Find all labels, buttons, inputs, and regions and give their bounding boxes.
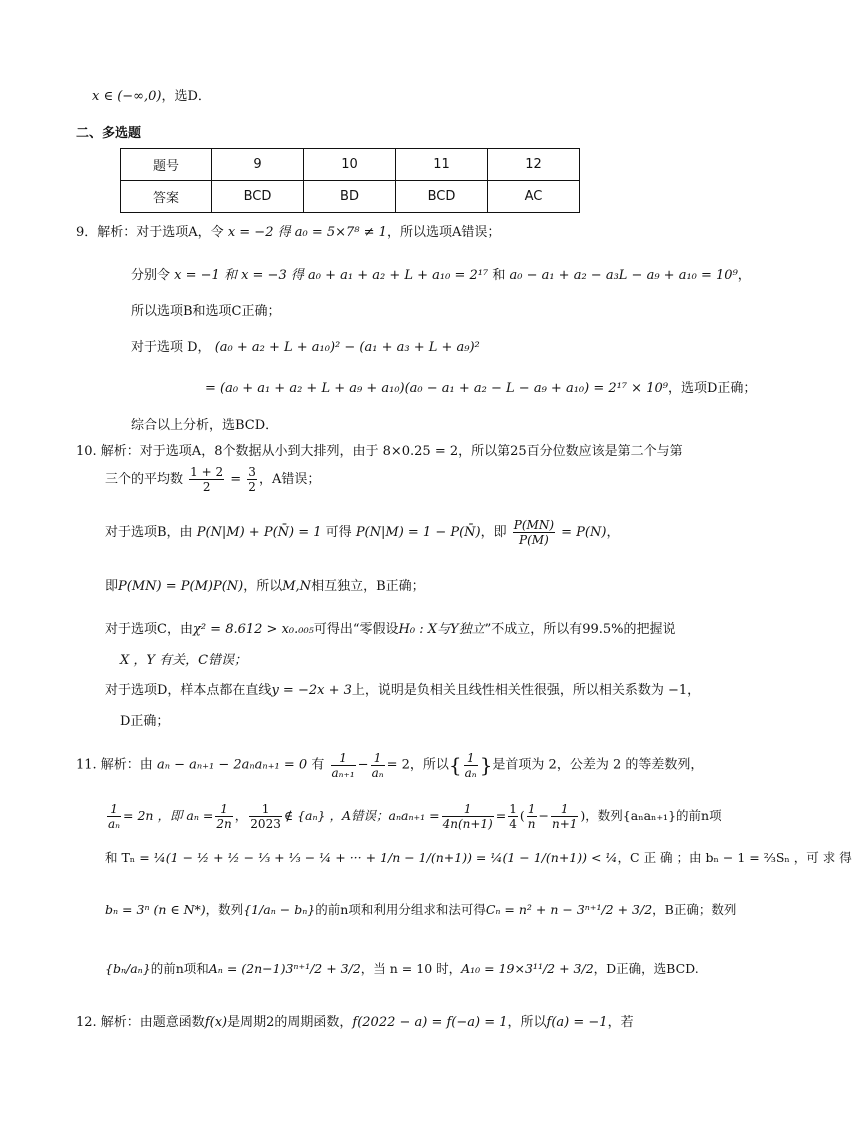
text: 是周期2的周期函数， [227, 1015, 353, 1030]
math: x = −1 和 x = −3 得 a₀ + a₁ + a₂ + L + a₁₀ = 2¹⁷ [174, 268, 489, 283]
q11-line-5 [105, 959, 699, 979]
text: 和 [492, 268, 506, 283]
text: 对于选项D，样本点都在直线 [105, 683, 272, 698]
denominator: 2023 [250, 817, 281, 831]
table-row [121, 149, 580, 181]
denominator: aₙ [371, 765, 384, 780]
table-cell: AC [488, 181, 580, 213]
fraction [527, 802, 537, 831]
denominator: n [527, 817, 536, 831]
table-cell: 10 [304, 149, 396, 181]
q11-line-2 [105, 798, 722, 834]
text: ，所以选项A错误； [386, 225, 501, 240]
math: {1/aₙ − bₙ} [243, 902, 316, 917]
text: ，D正确，选BCD. [593, 961, 699, 976]
math: Aₙ = (2n−1)3ⁿ⁺¹/2 + 3/2 [208, 961, 361, 976]
text: ，所以 [507, 1015, 547, 1030]
math: f(x) [204, 1015, 228, 1030]
q12-line-1 [76, 1013, 634, 1033]
math: P(MN) = P(M)P(N) [118, 579, 244, 594]
table-cell: 12 [488, 149, 580, 181]
math: (a₀ + a₂ + L + a₁₀)² − (a₁ + a₃ + L + a₉)² [214, 340, 480, 355]
text: − [538, 808, 549, 823]
text: 的前n项和 [150, 961, 209, 976]
math: a₀ − a₁ + a₂ − a₃L − a₉ + a₁₀ = 10⁹ [509, 268, 738, 283]
text: 对于选项 D， [131, 340, 211, 355]
brace-left: { [448, 753, 462, 777]
brace-right: } [479, 753, 493, 777]
text: 三个的平均数 [105, 472, 184, 487]
text: ，即 [480, 525, 507, 540]
numerator: 1 [551, 802, 578, 817]
answer-table [120, 148, 580, 213]
denominator: n+1 [551, 817, 578, 831]
top-line-text: ，选D． [161, 89, 211, 104]
fraction [464, 751, 478, 780]
math: P(N|M) = 1 − P(N̄) [355, 525, 481, 540]
math: aₙ − aₙ₊₁ − 2aₙaₙ₊₁ = 0 [156, 757, 308, 773]
fraction [331, 751, 356, 780]
numerator: 1 [107, 802, 121, 817]
table-row [121, 181, 580, 213]
fraction [508, 802, 518, 831]
math: = (a₀ + a₁ + a₂ + L + a₉ + a₁₀)(a₀ − a₁ + a₂ − L − a₉ + a₁₀) = 2¹⁷ × 10⁹ [205, 381, 668, 396]
math: A₁₀ = 19×3¹¹/2 + 3/2 [461, 961, 594, 976]
numerator: 1 + 2 [190, 465, 224, 479]
text: − [357, 757, 369, 773]
text: ，数列 [205, 902, 244, 917]
denominator: aₙ [108, 817, 121, 831]
q9-line-2 [131, 266, 751, 286]
math: y = −2x + 3 [271, 683, 352, 698]
denominator: P(M) [519, 533, 549, 547]
math: Cₙ = n² + n − 3ⁿ⁺¹/2 + 3/2 [485, 902, 653, 917]
numerator: 1 [331, 751, 356, 766]
fraction [247, 465, 257, 494]
text: = [495, 808, 507, 823]
math: f(a) = −1 [546, 1015, 608, 1030]
text: 11. 解析：由 [76, 757, 153, 773]
math: M,N [282, 579, 312, 594]
text: 有 [311, 757, 325, 773]
math: {bₙ/aₙ} [105, 961, 151, 976]
denominator: 4 [509, 817, 517, 831]
text: ，所以 [243, 579, 283, 594]
math: = P(N) [561, 525, 607, 540]
q9-line-1 [76, 223, 500, 243]
numerator: P(MN) [513, 518, 555, 532]
text: ( [519, 808, 525, 823]
math: bₙ = 3ⁿ (n ∈ N*) [105, 902, 206, 917]
numerator: 1 [371, 751, 385, 766]
text: = 2 [386, 757, 410, 773]
text: 即 [105, 579, 119, 594]
q10-line-7 [105, 681, 700, 701]
numerator: 1 [215, 802, 232, 817]
q11-line-1 [76, 748, 703, 783]
text: ，当 n = 10 时， [360, 961, 462, 976]
text: 相互独立，B正确； [311, 579, 425, 594]
q10-line-2 [105, 463, 320, 497]
q9-line-4 [131, 338, 480, 358]
math: χ² = 8.612 > x₀.₀₀₅ [192, 622, 314, 637]
section-title: 二、多选题 [76, 126, 142, 141]
text: 对于选项C，由 [105, 622, 193, 637]
q9-line-5 [205, 379, 756, 399]
numerator: 1 [249, 802, 282, 817]
top-line-math: x ∈ (−∞,0) [92, 89, 162, 104]
text: ，C 正 确 ；由 bₙ − 1 = ⅔Sₙ ，可 求 得 [617, 850, 852, 865]
text: 可得出“零假设 [313, 622, 399, 637]
table-cell: 答案 [121, 181, 212, 213]
numerator: 1 [442, 802, 494, 817]
text: 9．解析：对于选项A，令 [76, 225, 224, 240]
math: P(N|M) + P(N̄) = 1 [196, 525, 322, 540]
text: 12. 解析：由题意函数 [76, 1015, 205, 1030]
text: ，B正确；数列 [652, 902, 737, 917]
table-cell: 题号 [121, 149, 212, 181]
table-cell: BCD [396, 181, 488, 213]
fraction [513, 518, 555, 547]
text: ，若 [607, 1015, 634, 1030]
math: x = −2 得 a₀ = 5×7⁸ ≠ 1 [227, 225, 387, 240]
denominator: 2 [248, 480, 256, 494]
text: ， [737, 268, 751, 283]
text: ，选项D正确； [667, 381, 757, 396]
table-cell: 9 [212, 149, 304, 181]
fraction [371, 751, 385, 780]
numerator: 1 [527, 802, 536, 816]
text: 的前n项和利用分组求和法可得 [315, 902, 486, 917]
text: 上，说明是负相关且线性相关性很强，所以相关系数为 −1， [351, 683, 701, 698]
text: 是首项为 2，公差为 2 的等差数列， [492, 757, 704, 773]
fraction [189, 465, 224, 494]
q10-line-6: X ，Y 有关，C错误； [120, 653, 248, 668]
text: ”不成立，所以有99.5%的把握说 [484, 622, 676, 637]
q11-line-4 [105, 900, 736, 920]
text: 对于选项B，由 [105, 525, 193, 540]
denominator: aₙ₊₁ [331, 765, 355, 780]
text: 可得 [325, 525, 352, 540]
q9-line-6: 综合以上分析，选BCD． [131, 418, 279, 433]
math: ¼(1 − ½ + ½ − ⅓ + ⅓ − ¼ + ··· + 1/n − 1/(n+1)) = ¼(1 − 1/(n+1)) < ¼ [153, 850, 618, 865]
denominator: 2 [202, 480, 211, 494]
denominator: 2n [216, 817, 232, 831]
text: ， [234, 808, 248, 823]
denominator: 4n(n+1) [442, 817, 493, 831]
denominator: aₙ [464, 765, 477, 780]
q10-line-1: 10. 解析：对于选项A，8个数据从小到大排列，由于 8×0.25 = 2，所以第25百分位数应该是第二个与第 [76, 444, 683, 459]
q11-line-3 [105, 848, 852, 868]
text: 分别令 [131, 268, 171, 283]
text: )，数列{aₙaₙ₊₁}的前n项 [580, 808, 722, 823]
table-cell: 11 [396, 149, 488, 181]
fraction [249, 802, 282, 831]
numerator: 1 [509, 802, 517, 816]
fraction [107, 802, 121, 831]
table-cell: BCD [212, 181, 304, 213]
q10-line-3 [105, 514, 619, 552]
math: H₀ : X与Y独立 [398, 622, 485, 637]
text: ，A错误； [258, 472, 321, 487]
q10-line-5 [105, 620, 676, 640]
numerator: 3 [248, 465, 256, 479]
fraction [215, 802, 232, 831]
numerator: 1 [464, 751, 478, 766]
text: ，所以 [409, 757, 449, 773]
math: f(2022 − a) = f(−a) = 1 [352, 1015, 508, 1030]
top-line [92, 87, 211, 107]
fraction [442, 802, 494, 831]
table-cell: BD [304, 181, 396, 213]
q9-line-3: 所以选项B和选项C正确； [131, 304, 281, 319]
q10-line-8: D正确； [120, 714, 170, 729]
text: 和 Tₙ = [105, 850, 150, 865]
math: = 2n ，即 aₙ = [123, 808, 214, 823]
math: ∉ {aₙ} ，A错误；aₙaₙ₊₁ = [283, 808, 440, 823]
text: = [230, 472, 242, 487]
text: ， [606, 525, 620, 540]
fraction [551, 802, 578, 831]
q10-line-4 [105, 577, 425, 597]
